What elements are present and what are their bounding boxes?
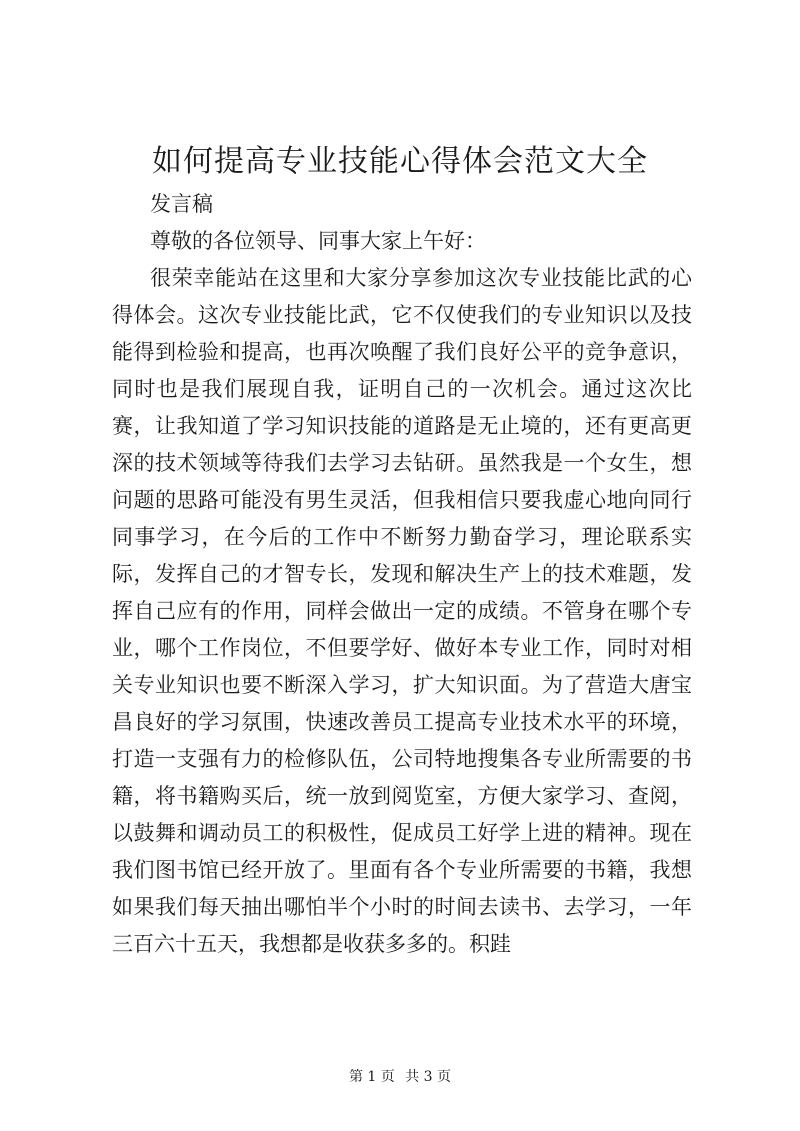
page-total: 共 3 页 [405,1069,452,1085]
document-body [112,186,692,963]
paragraph-greeting: 尊敬的各位领导、同事大家上午好： [150,229,486,253]
page-footer [0,1067,800,1087]
page-number: 第 1 页 [348,1069,395,1085]
paragraph-speech-label: 发言稿 [150,192,213,216]
paragraph-main: 很荣幸能站在这里和大家分享参加这次专业技能比武的心得体会。这次专业技能比武，它不仅使我们的专业知识以及技能得到检验和提高，也再次唤醒了我们良好公平的竞争意识，同时也是我们展现自我，证明自己的一次机会。通过这次比赛，让我知道了学习知识技能的道路是无止境的，还有更高更深的技术领域等待我们去学习去钻研。虽然我是一个女生，想问题的思路可能没有男生灵活，但我相信只要我虚心地向同行同事学习，在今后的工作中不断努力勤奋学习，理论联系实际，发挥自己的才智专长，发现和解决生产上的技术难题，发挥自己应有的作用，同样会做出一定的成绩。不管身在哪个专业，哪个工作岗位，不但要学好、做好本专业工作，同时对相关专业知识也要不断深入学习，扩大知识面。为了营造大唐宝昌良好的学习氛围，快速改善员工提高专业技术水平的环境，打造一支强有力的检修队伍，公司特地搜集各专业所需要的书籍，将书籍购买后，统一放到阅览室，方便大家学习、查阅，以鼓舞和调动员工的积极性，促成员工好学上进的精神。现在我们图书馆已经开放了。里面有各个专业所需要的书籍，我想如果我们每天抽出哪怕半个小时的时间去读书、去学习，一年三百六十五天，我想都是收获多多的。积跬 [112,266,692,956]
document-title: 如何提高专业技能心得体会范文大全 [152,144,648,179]
